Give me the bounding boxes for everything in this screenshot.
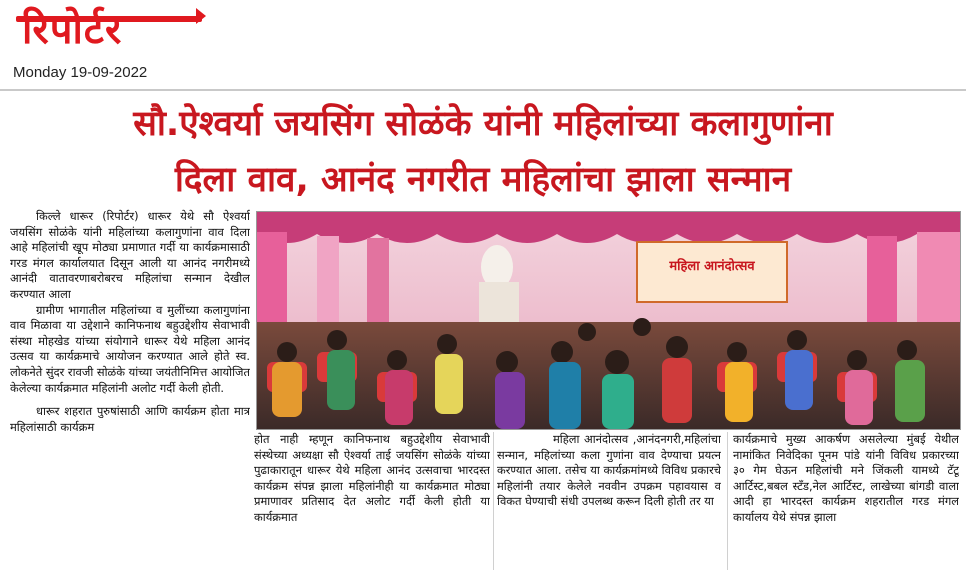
- stage-banner-text: महिला आनंदोत्सव: [669, 259, 755, 274]
- article-paragraph: महिला आनंदोत्सव ,आनंदनगरी,महिलांचा सन्मान, महिलांच्या कला गुणांना वाव देण्याचा प्रयत्न करण्यात आला. तसेच या कार्यक्रमांमध्ये विविध प्रकारचे महिलांनी तयार केलेले नववीन उपक्रम पहावयास व विकत घेण्याची संधी उपलब्ध करून दिली होती तर या: [497, 432, 721, 509]
- article-paragraph: किल्ले धारूर (रिपोर्टर) धारूर येथे सौ ऐश्वर्या जयसिंग सोळंके यांनी महिलांच्या कलागुणांना वाव दिला आहे महिलांची खूप मोठ्या प्रमाणात गर्दी या कार्यक्रमासाठी गरड मंगल कार्यालयात दिसून आली या आनंद नगरीमध्ये आनंदी वातावरणाबरोबरच महिलांचा सन्मान देखील करण्यात आला: [10, 209, 250, 301]
- column-divider: [727, 432, 728, 570]
- article-column-2: [254, 432, 490, 572]
- article-paragraph: धारूर शहरात पुरुषांसाठी आणि कार्यक्रम होता मात्र महिलांसाठी कार्यक्रम: [10, 404, 250, 434]
- masthead: [0, 0, 966, 90]
- logo-swoosh-icon: [194, 6, 208, 26]
- publication-date: Monday 19-09-2022: [13, 64, 148, 81]
- article-headline: [0, 96, 966, 208]
- article-paragraph: कार्यक्रमाचे मुख्य आकर्षण असलेल्या मुंबई येथील नामांकित निवेदिका पूनम पांडे यांनी विविध प्रकारच्या ३० गेम घेऊन महिलांची मने जिंकली यामध्ये टॅटू आर्टिस्ट,बबल स्टँड,नेल आर्टिस्ट, लाखेच्या बांगडी वाला आदी हा भारदस्त कार्यक्रम शहरातील गरड मंगल कार्यालय येथे संपन्न झाला: [733, 432, 959, 524]
- header-divider: [0, 89, 966, 91]
- logo-text: रिपोर्टर: [22, 7, 123, 53]
- article-paragraph: ग्रामीण भागातील महिलांच्या व मुलींच्या कलागुणांना वाव मिळावा या उद्देशाने कानिफनाथ बहुउद्देशीय सेवाभावी संस्था मोहखेड यांच्या संयोगाने धारूर येथे महिला आनंद उत्सव या कार्यक्रमाचे आयोजन करण्यात आले होते स्व. लोकनेते सुंदर रावजी सोळंके यांच्या जयंतीनिमित्त आयोजित केलेल्या कार्यक्रमात महिलांनी अलोट गर्दी केली होती.: [10, 302, 250, 395]
- article-column-3: [497, 432, 721, 572]
- event-photo-illustration: [257, 212, 960, 429]
- article-paragraph: होत नाही म्हणून कानिफनाथ बहुउद्देशीय सेवाभावी संस्थेच्या अध्यक्षा सौ ऐश्वर्या ताई जयसिंग सोळंके यांच्या पुढाकारातून धारूर येथे महिला आनंद उत्सवाचा भारदस्त कार्यक्रम संपन्न झाला महिलांनीही या कार्यक्रमात मोठ्या प्रमाणावर प्रतिसाद देत अलोट गर्दी केली होती या कार्यक्रमात: [254, 432, 490, 524]
- event-photo: [256, 211, 961, 430]
- article-column-1: [10, 209, 250, 571]
- headline-line-2: दिला वाव, आनंद नगरीत महिलांचा झाला सन्मान: [174, 160, 792, 200]
- headline-line-1: सौ.ऐश्वर्या जयसिंग सोळंके यांनी महिलांच्या कलागुणांना: [133, 104, 833, 144]
- article-column-4: [733, 432, 959, 572]
- column-divider: [493, 432, 494, 570]
- newspaper-logo: [8, 2, 208, 60]
